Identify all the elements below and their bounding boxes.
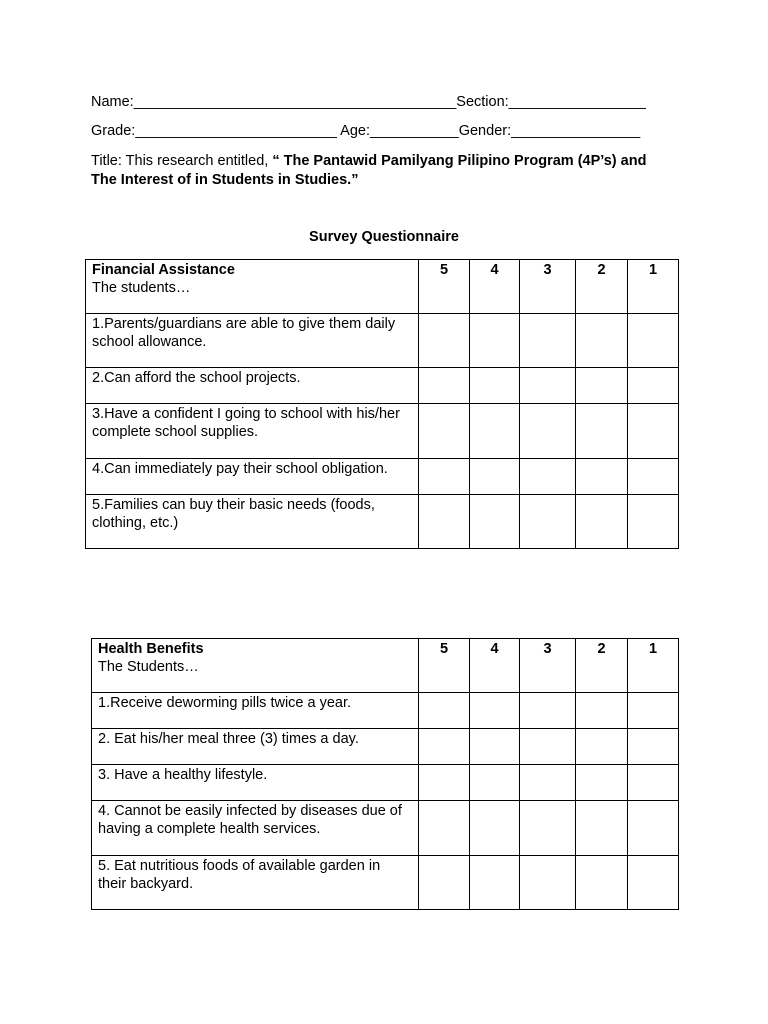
rating-3-cell[interactable] [520,856,576,910]
rating-4-cell[interactable] [470,404,520,459]
rating-2-cell[interactable] [576,856,628,910]
rating-1-cell[interactable] [628,459,679,495]
rating-5-cell[interactable] [419,729,470,765]
rating-1-cell[interactable] [628,693,679,729]
rating-1-cell[interactable] [628,765,679,801]
rating-1-cell[interactable] [628,495,679,549]
rating-1-cell[interactable] [628,314,679,368]
table-row [92,693,679,729]
rating-2-cell[interactable] [576,693,628,729]
rating-4-cell[interactable] [470,729,520,765]
section-heading-cell [92,639,419,693]
rating-2-cell[interactable] [576,729,628,765]
rating-1-cell[interactable] [628,404,679,459]
rating-3-cell[interactable] [520,404,576,459]
rating-4-cell[interactable] [470,765,520,801]
section-heading: Health Benefits [98,641,204,657]
section-field[interactable]: Section:_________________ [456,94,646,110]
table-row [92,729,679,765]
rating-4-header: 4 [470,639,520,693]
item-statement: 2.Can afford the school projects. [86,368,419,404]
rating-2-header: 2 [576,260,628,314]
rating-3-cell[interactable] [520,495,576,549]
rating-5-cell[interactable] [419,368,470,404]
rating-3-cell[interactable] [520,368,576,404]
rating-3-cell[interactable] [520,693,576,729]
rating-3-cell[interactable] [520,459,576,495]
rating-5-cell[interactable] [419,765,470,801]
rating-1-cell[interactable] [628,856,679,910]
section-heading: Financial Assistance [92,262,235,278]
financial-assistance-table [85,259,679,549]
rating-3-cell[interactable] [520,765,576,801]
gender-field[interactable]: Gender:________________ [458,123,641,139]
table-row [86,368,679,404]
rating-5-cell[interactable] [419,314,470,368]
rating-3-cell[interactable] [520,314,576,368]
item-statement: 3.Have a confident I going to school with his/her complete school supplies. [86,404,419,459]
title-bold-line-2: The Interest of in Students in Studies.” [91,172,359,188]
age-field[interactable]: Age:___________ [340,123,459,139]
rating-5-cell[interactable] [419,495,470,549]
rating-2-cell[interactable] [576,404,628,459]
health-benefits-table [91,638,679,910]
rating-4-cell[interactable] [470,693,520,729]
rating-3-cell[interactable] [520,801,576,856]
rating-1-header: 1 [628,639,679,693]
rating-2-cell[interactable] [576,801,628,856]
rating-5-header: 5 [419,260,470,314]
survey-title: Survey Questionnaire [309,229,459,245]
rating-4-cell[interactable] [470,314,520,368]
grade-age-gender-line [91,122,640,140]
rating-5-cell[interactable] [419,856,470,910]
table-row [92,765,679,801]
rating-5-cell[interactable] [419,801,470,856]
rating-2-cell[interactable] [576,459,628,495]
rating-1-header: 1 [628,260,679,314]
rating-4-cell[interactable] [470,368,520,404]
table-header-row [92,639,679,693]
item-statement: 5.Families can buy their basic needs (foods, clothing, etc.) [86,495,419,549]
rating-3-header: 3 [520,260,576,314]
rating-1-cell[interactable] [628,801,679,856]
rating-3-cell[interactable] [520,729,576,765]
section-subheading: The Students… [98,659,199,675]
grade-field[interactable]: Grade:_________________________ [91,123,337,139]
item-statement: 3. Have a healthy lifestyle. [92,765,419,801]
table-row [92,801,679,856]
item-statement: 4.Can immediately pay their school obligation. [86,459,419,495]
section-heading-cell [86,260,419,314]
item-statement: 1.Parents/guardians are able to give them daily school allowance. [86,314,419,368]
rating-4-cell[interactable] [470,459,520,495]
rating-2-cell[interactable] [576,368,628,404]
rating-5-cell[interactable] [419,404,470,459]
research-title [91,152,681,190]
rating-4-cell[interactable] [470,495,520,549]
rating-5-header: 5 [419,639,470,693]
name-field[interactable]: Name:________________________________________ [91,94,457,110]
table-row [86,404,679,459]
rating-2-header: 2 [576,639,628,693]
name-section-line [91,93,646,111]
title-bold-line-1: “ The Pantawid Pamilyang Pilipino Program (4P’s) and [272,153,647,169]
title-prefix: Title: This research entitled, [91,153,273,169]
rating-4-cell[interactable] [470,801,520,856]
item-statement: 2. Eat his/her meal three (3) times a day. [92,729,419,765]
section-subheading: The students… [92,280,191,296]
item-statement: 5. Eat nutritious foods of available garden in their backyard. [92,856,419,910]
rating-3-header: 3 [520,639,576,693]
table-header-row [86,260,679,314]
rating-1-cell[interactable] [628,368,679,404]
table-row [86,495,679,549]
rating-1-cell[interactable] [628,729,679,765]
rating-5-cell[interactable] [419,693,470,729]
rating-2-cell[interactable] [576,314,628,368]
table-row [86,459,679,495]
rating-2-cell[interactable] [576,765,628,801]
table-row [92,856,679,910]
rating-5-cell[interactable] [419,459,470,495]
rating-4-cell[interactable] [470,856,520,910]
rating-4-header: 4 [470,260,520,314]
item-statement: 4. Cannot be easily infected by diseases due of having a complete health services. [92,801,419,856]
item-statement: 1.Receive deworming pills twice a year. [92,693,419,729]
table-row [86,314,679,368]
rating-2-cell[interactable] [576,495,628,549]
